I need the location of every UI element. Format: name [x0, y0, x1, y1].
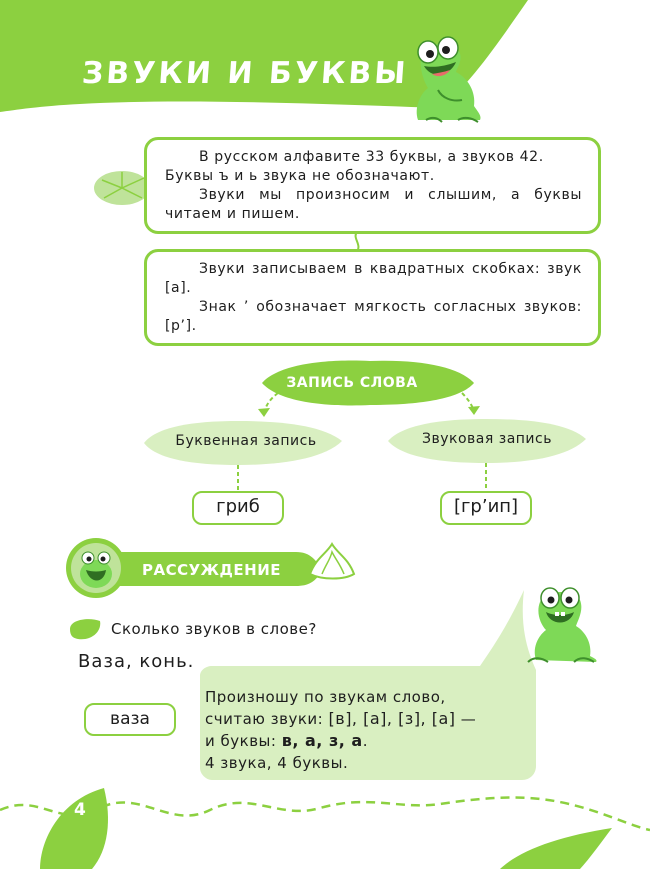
sound-list: [в], [а], [з], [а] — [328, 709, 456, 728]
explanation-text: и буквы: — [205, 732, 282, 750]
explanation-line: Произношу по звукам слово, — [205, 688, 446, 706]
frog-illustration — [522, 584, 600, 664]
leaf-illustration — [92, 168, 152, 208]
explanation-line: 4 звука, 4 буквы. — [205, 754, 349, 772]
page-number: 4 — [74, 800, 86, 820]
explanation-line — [205, 708, 540, 730]
info-box-alphabet — [144, 137, 601, 234]
info-line: Знак ’ обозначает мягкость согласных звуков: [р’]. — [165, 299, 582, 334]
diagram-root-label: ЗАПИСЬ СЛОВА — [286, 375, 418, 391]
info-line: Звуки мы произносим и слышим, а буквы читаем и пишем. — [165, 187, 582, 222]
explanation-line — [205, 730, 540, 752]
leaf-bullet-icon — [66, 617, 102, 641]
letter-list: в, а, з, а — [281, 731, 363, 750]
info-line: Буквы ъ и ь звука не обозначают. — [165, 168, 435, 184]
info-box-transcription — [144, 249, 601, 346]
reasoning-label: РАССУЖДЕНИЕ — [142, 561, 282, 579]
reasoning-question: Сколько звуков в слове? — [111, 620, 317, 638]
example-word-vaza: ваза — [84, 703, 176, 736]
footer-decoration — [0, 770, 650, 869]
reasoning-explanation — [205, 686, 540, 774]
diagram-right-label: Звуковая запись — [422, 431, 552, 447]
explanation-text: — — [455, 710, 477, 728]
explanation-text: считаю звуки: — [205, 710, 329, 728]
explanation-text: . — [362, 732, 368, 750]
diagram-left-label: Буквенная запись — [175, 433, 317, 449]
frog-illustration — [398, 36, 484, 124]
page-title: ЗВУКИ И БУКВЫ — [80, 56, 410, 91]
reasoning-examples: Ваза, конь. — [78, 651, 195, 672]
info-line: Звуки записываем в квадратных скобках: звук [а]. — [165, 261, 582, 296]
example-word-written: гриб — [192, 491, 284, 525]
example-word-sound: [гр’ип] — [440, 491, 532, 525]
info-line: В русском алфавите 33 буквы, а звуков 42. — [199, 149, 544, 165]
